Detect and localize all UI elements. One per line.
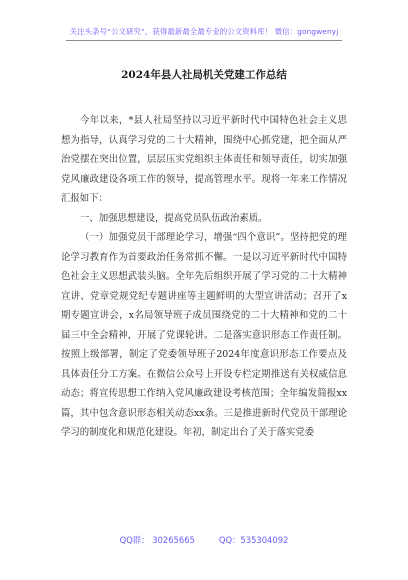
footer-qq-group: QQ群： 30265665 xyxy=(119,535,195,545)
paragraph-intro: 今年以来，*县人社局坚持以习近平新时代中国特色社会主义思想为指导，认真学习党的二十大精神，围绕中心抓党建，把全面从严治党摆在突出位置，层层压实党组织主体责任和领导责任，切实加强党风廉政建设各项工作的领导，提高管理水平。现将一年来工作情况汇报如下： xyxy=(61,115,347,204)
document-title: 2024年县人社局机关党建工作总结 xyxy=(121,69,287,81)
header-banner: 关注头条号“公文研究”，获得最新最全最专业的公文资料库！ 微信：gongwenyj xyxy=(69,27,339,36)
footer-contact xyxy=(0,534,408,546)
document-body xyxy=(61,111,347,443)
header-divider xyxy=(66,40,342,41)
paragraph-section-heading: 一、加强思想建设，提高党员队伍政治素质。 xyxy=(80,212,268,224)
paragraph-subsection: （一）加强党员干部理论学习，增强“四个意识”。坚持把党的理论学习教育作为首要政治任务常抓不懈。一是以习近平新时代中国特色社会主义思想武装头脑。全年先后组织开展了学习党的二十大精神宣讲、党章党规党纪专题讲座等主题鲜明的大型宣讲活动；召开了x期专题宣讲会，x名局领导班子成员围绕党的二十大精神和党的二十届三中全会精神，开展了党课轮讲。二是落实意识形态工作责任制。按照上级部署，制定了党委领导班子2024年度意识形态工作要点及具体责任分工方案。在微信公众号上开设专栏定期推送有关权威信息动态；将宣传思想工作纳入党风廉政建设考核范围；全年编发简报xx篇，其中包含意识形态相关动态xx条。三是推进新时代党员干部理论学习的制度化和规范化建设。年初，制定出台了关于落实党委 xyxy=(61,232,347,438)
footer-qq-number: QQ：535304092 xyxy=(218,535,289,545)
